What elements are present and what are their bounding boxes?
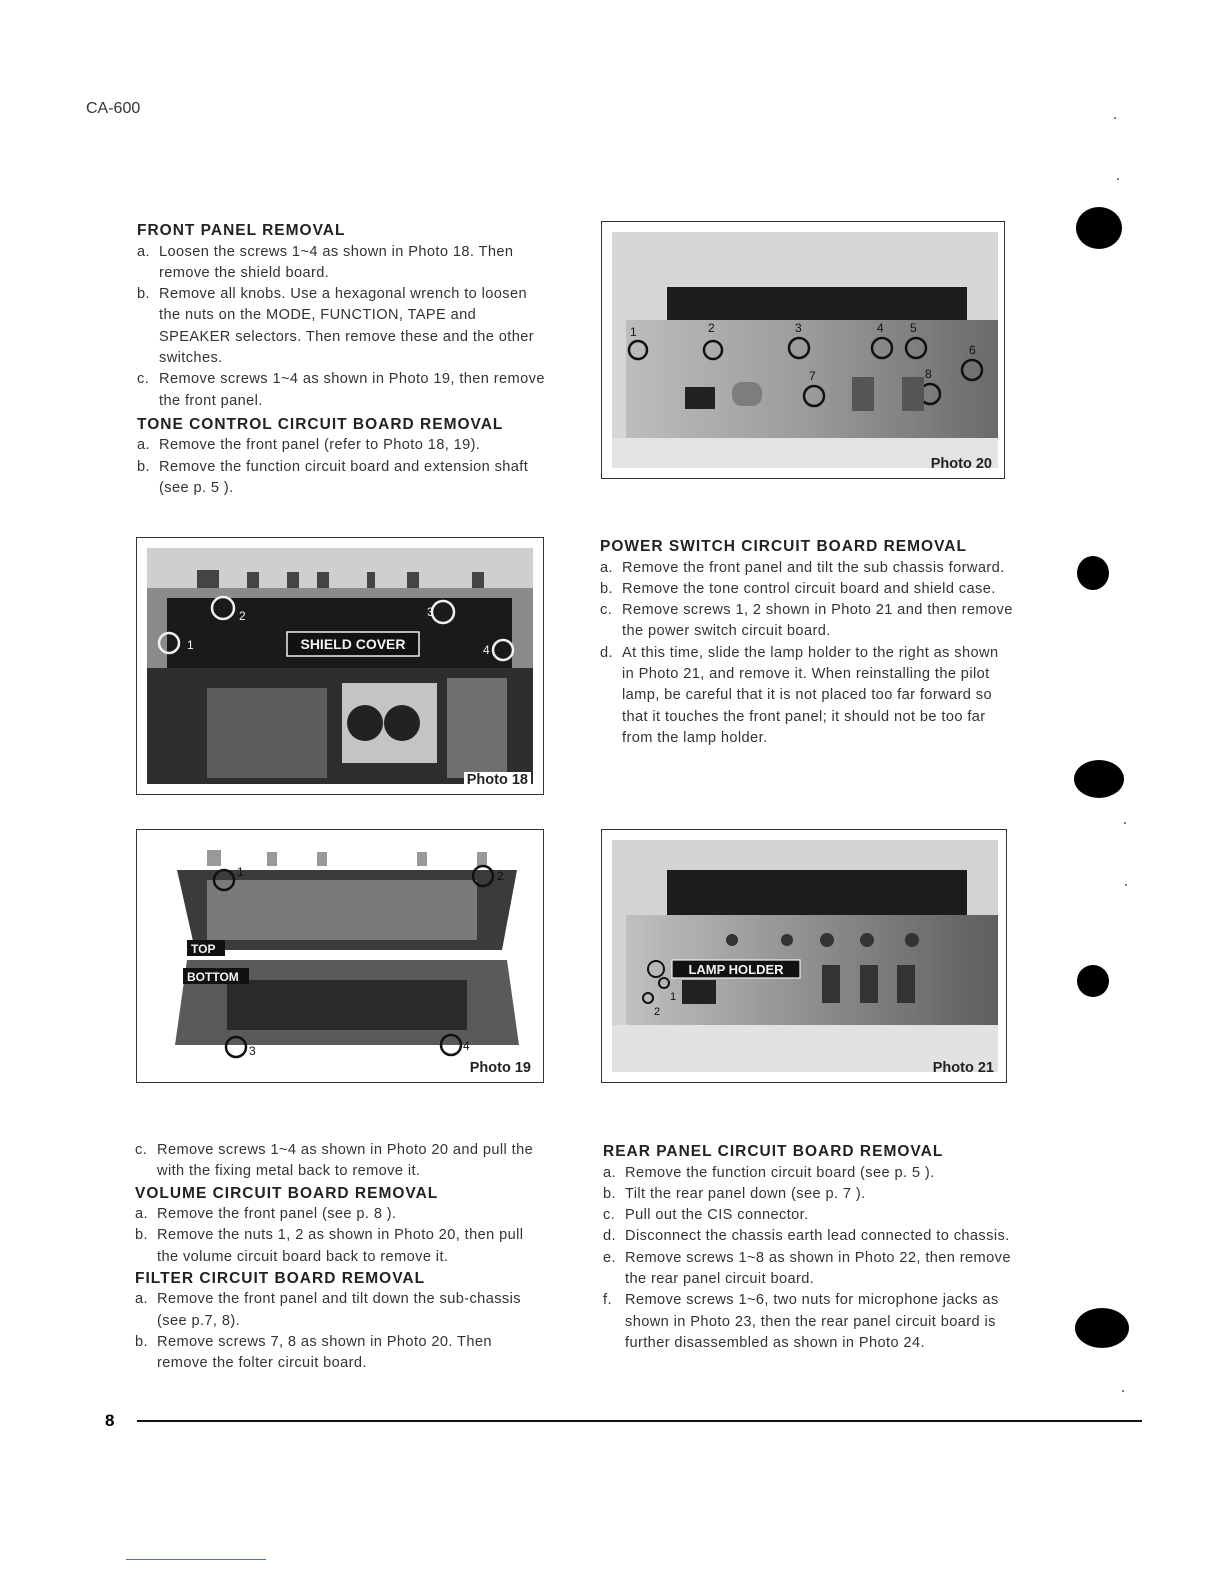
photo-19-number: 4 bbox=[463, 1039, 470, 1053]
list-item: a. Remove the front panel and tilt the sub chassis forward. bbox=[600, 559, 1005, 576]
photo-19-number: 1 bbox=[237, 865, 244, 879]
photo-20-number: 3 bbox=[795, 321, 802, 335]
power-switch-steps bbox=[600, 558, 1014, 750]
photo-19-number: 2 bbox=[497, 869, 504, 883]
photo-18 bbox=[136, 537, 544, 795]
continued-steps bbox=[135, 1140, 547, 1183]
list-item: b. Tilt the rear panel down (see p. 7 ). bbox=[603, 1185, 866, 1202]
list-item: b. Remove the function circuit board and extension shaft (see p. 5 ). bbox=[137, 458, 529, 496]
photo-19 bbox=[136, 829, 544, 1083]
binder-hole bbox=[1075, 1308, 1129, 1348]
photo-18-image bbox=[147, 548, 533, 784]
list-item: d. At this time, slide the lamp holder to the right as shown in Photo 21, and remove it. When reinstalling the pilot lamp, be careful that it is not placed too far forward so that it touches the front panel; it should not be too far from the lamp holder. bbox=[600, 644, 999, 746]
power-switch-title: POWER SWITCH CIRCUIT BOARD REMOVAL bbox=[600, 538, 967, 555]
photo-21-image bbox=[612, 840, 998, 1072]
model-number: CA-600 bbox=[86, 100, 141, 117]
shield-cover-label: SHIELD COVER bbox=[300, 636, 406, 652]
photo-20-number: 2 bbox=[708, 321, 715, 335]
list-item: e. Remove screws 1~8 as shown in Photo 22, then remove the rear panel circuit board. bbox=[603, 1249, 1011, 1287]
volume-title: VOLUME CIRCUIT BOARD REMOVAL bbox=[135, 1184, 439, 1202]
list-item: a. Remove the front panel (refer to Photo 18, 19). bbox=[137, 437, 481, 454]
footer-link-rule bbox=[126, 1559, 266, 1560]
filter-title: FILTER CIRCUIT BOARD REMOVAL bbox=[135, 1269, 426, 1287]
photo-20-caption: Photo 20 bbox=[930, 456, 992, 472]
filter-steps bbox=[135, 1289, 547, 1374]
rear-panel-title: REAR PANEL CIRCUIT BOARD REMOVAL bbox=[603, 1143, 944, 1160]
list-item: a. Remove the front panel and tilt down the sub-chassis (see p.7, 8). bbox=[135, 1291, 521, 1329]
list-item: a. Remove the front panel (see p. 8 ). bbox=[135, 1206, 397, 1223]
photo-18-number: 4 bbox=[483, 643, 490, 657]
photo-20-number: 5 bbox=[910, 321, 917, 335]
photo-18-number: 3 bbox=[427, 605, 434, 619]
list-item: b. Remove the nuts 1, 2 as shown in Photo 20, then pull the volume circuit board back to remove it. bbox=[135, 1227, 524, 1265]
photo-18-number: 1 bbox=[187, 638, 194, 652]
lamp-holder-label: LAMP HOLDER bbox=[688, 962, 784, 977]
list-item: a. Remove the function circuit board (see p. 5 ). bbox=[603, 1164, 935, 1181]
list-item: d. Disconnect the chassis earth lead connected to chassis. bbox=[603, 1228, 1010, 1245]
tone-control-title: TONE CONTROL CIRCUIT BOARD REMOVAL bbox=[137, 415, 504, 433]
list-item: c. Remove screws 1~4 as shown in Photo 20 and pull the with the fixing metal back to remove it. bbox=[135, 1142, 534, 1180]
bottom-label: BOTTOM bbox=[187, 970, 239, 984]
top-label: TOP bbox=[191, 942, 216, 956]
list-item: b. Remove screws 7, 8 as shown in Photo 20. Then remove the folter circuit board. bbox=[135, 1334, 492, 1372]
photo-21-number: 1 bbox=[670, 991, 677, 1003]
photo-21 bbox=[601, 829, 1007, 1083]
photo-20-image bbox=[612, 232, 998, 468]
photo-20-number: 4 bbox=[877, 321, 884, 335]
photo-20-number: 6 bbox=[969, 343, 976, 357]
list-item: c. Pull out the CIS connector. bbox=[603, 1207, 809, 1224]
photo-21-caption: Photo 21 bbox=[932, 1060, 994, 1076]
front-panel-title: FRONT PANEL REMOVAL bbox=[137, 222, 346, 239]
photo-20-number: 1 bbox=[630, 325, 637, 339]
rear-panel-section bbox=[603, 1141, 1015, 1354]
front-panel-steps bbox=[137, 242, 547, 412]
lower-left-section bbox=[135, 1140, 547, 1375]
list-item: a. Loosen the screws 1~4 as shown in Photo 18. Then remove the shield board. bbox=[137, 243, 514, 281]
photo-19-caption: Photo 19 bbox=[469, 1060, 531, 1076]
page-number: 8 bbox=[105, 1411, 115, 1430]
list-item: b. Remove all knobs. Use a hexagonal wrench to loosen the nuts on the MODE, FUNCTION, TAPE and SPEAKER selectors. Then remove these and the other switches. bbox=[137, 286, 535, 366]
list-item: c. Remove screws 1, 2 shown in Photo 21 and then remove the power switch circuit board. bbox=[600, 602, 1013, 640]
footer-rule bbox=[137, 1420, 1142, 1422]
binder-hole bbox=[1077, 965, 1109, 997]
tone-control-steps bbox=[137, 435, 547, 499]
photo-21-number: 2 bbox=[654, 1006, 661, 1018]
photo-19-image bbox=[147, 840, 533, 1072]
front-panel-section bbox=[137, 220, 547, 499]
photo-18-number: 2 bbox=[239, 609, 246, 623]
binder-hole bbox=[1077, 556, 1109, 590]
list-item: c. Remove screws 1~4 as shown in Photo 19, then remove the front panel. bbox=[137, 371, 545, 409]
volume-steps bbox=[135, 1204, 547, 1268]
binder-hole bbox=[1074, 760, 1124, 798]
photo-20 bbox=[601, 221, 1005, 479]
power-switch-section bbox=[600, 536, 1014, 749]
rear-panel-steps bbox=[603, 1163, 1015, 1355]
photo-19-number: 3 bbox=[249, 1044, 256, 1058]
list-item: b. Remove the tone control circuit board and shield case. bbox=[600, 580, 996, 597]
list-item: f. Remove screws 1~6, two nuts for microphone jacks as shown in Photo 23, then the rear panel circuit board is further disassembled as shown in Photo 24. bbox=[603, 1292, 999, 1351]
binder-hole bbox=[1076, 207, 1122, 249]
photo-20-number: 8 bbox=[925, 367, 932, 381]
photo-20-number: 7 bbox=[809, 369, 816, 383]
photo-18-caption: Photo 18 bbox=[464, 772, 531, 788]
